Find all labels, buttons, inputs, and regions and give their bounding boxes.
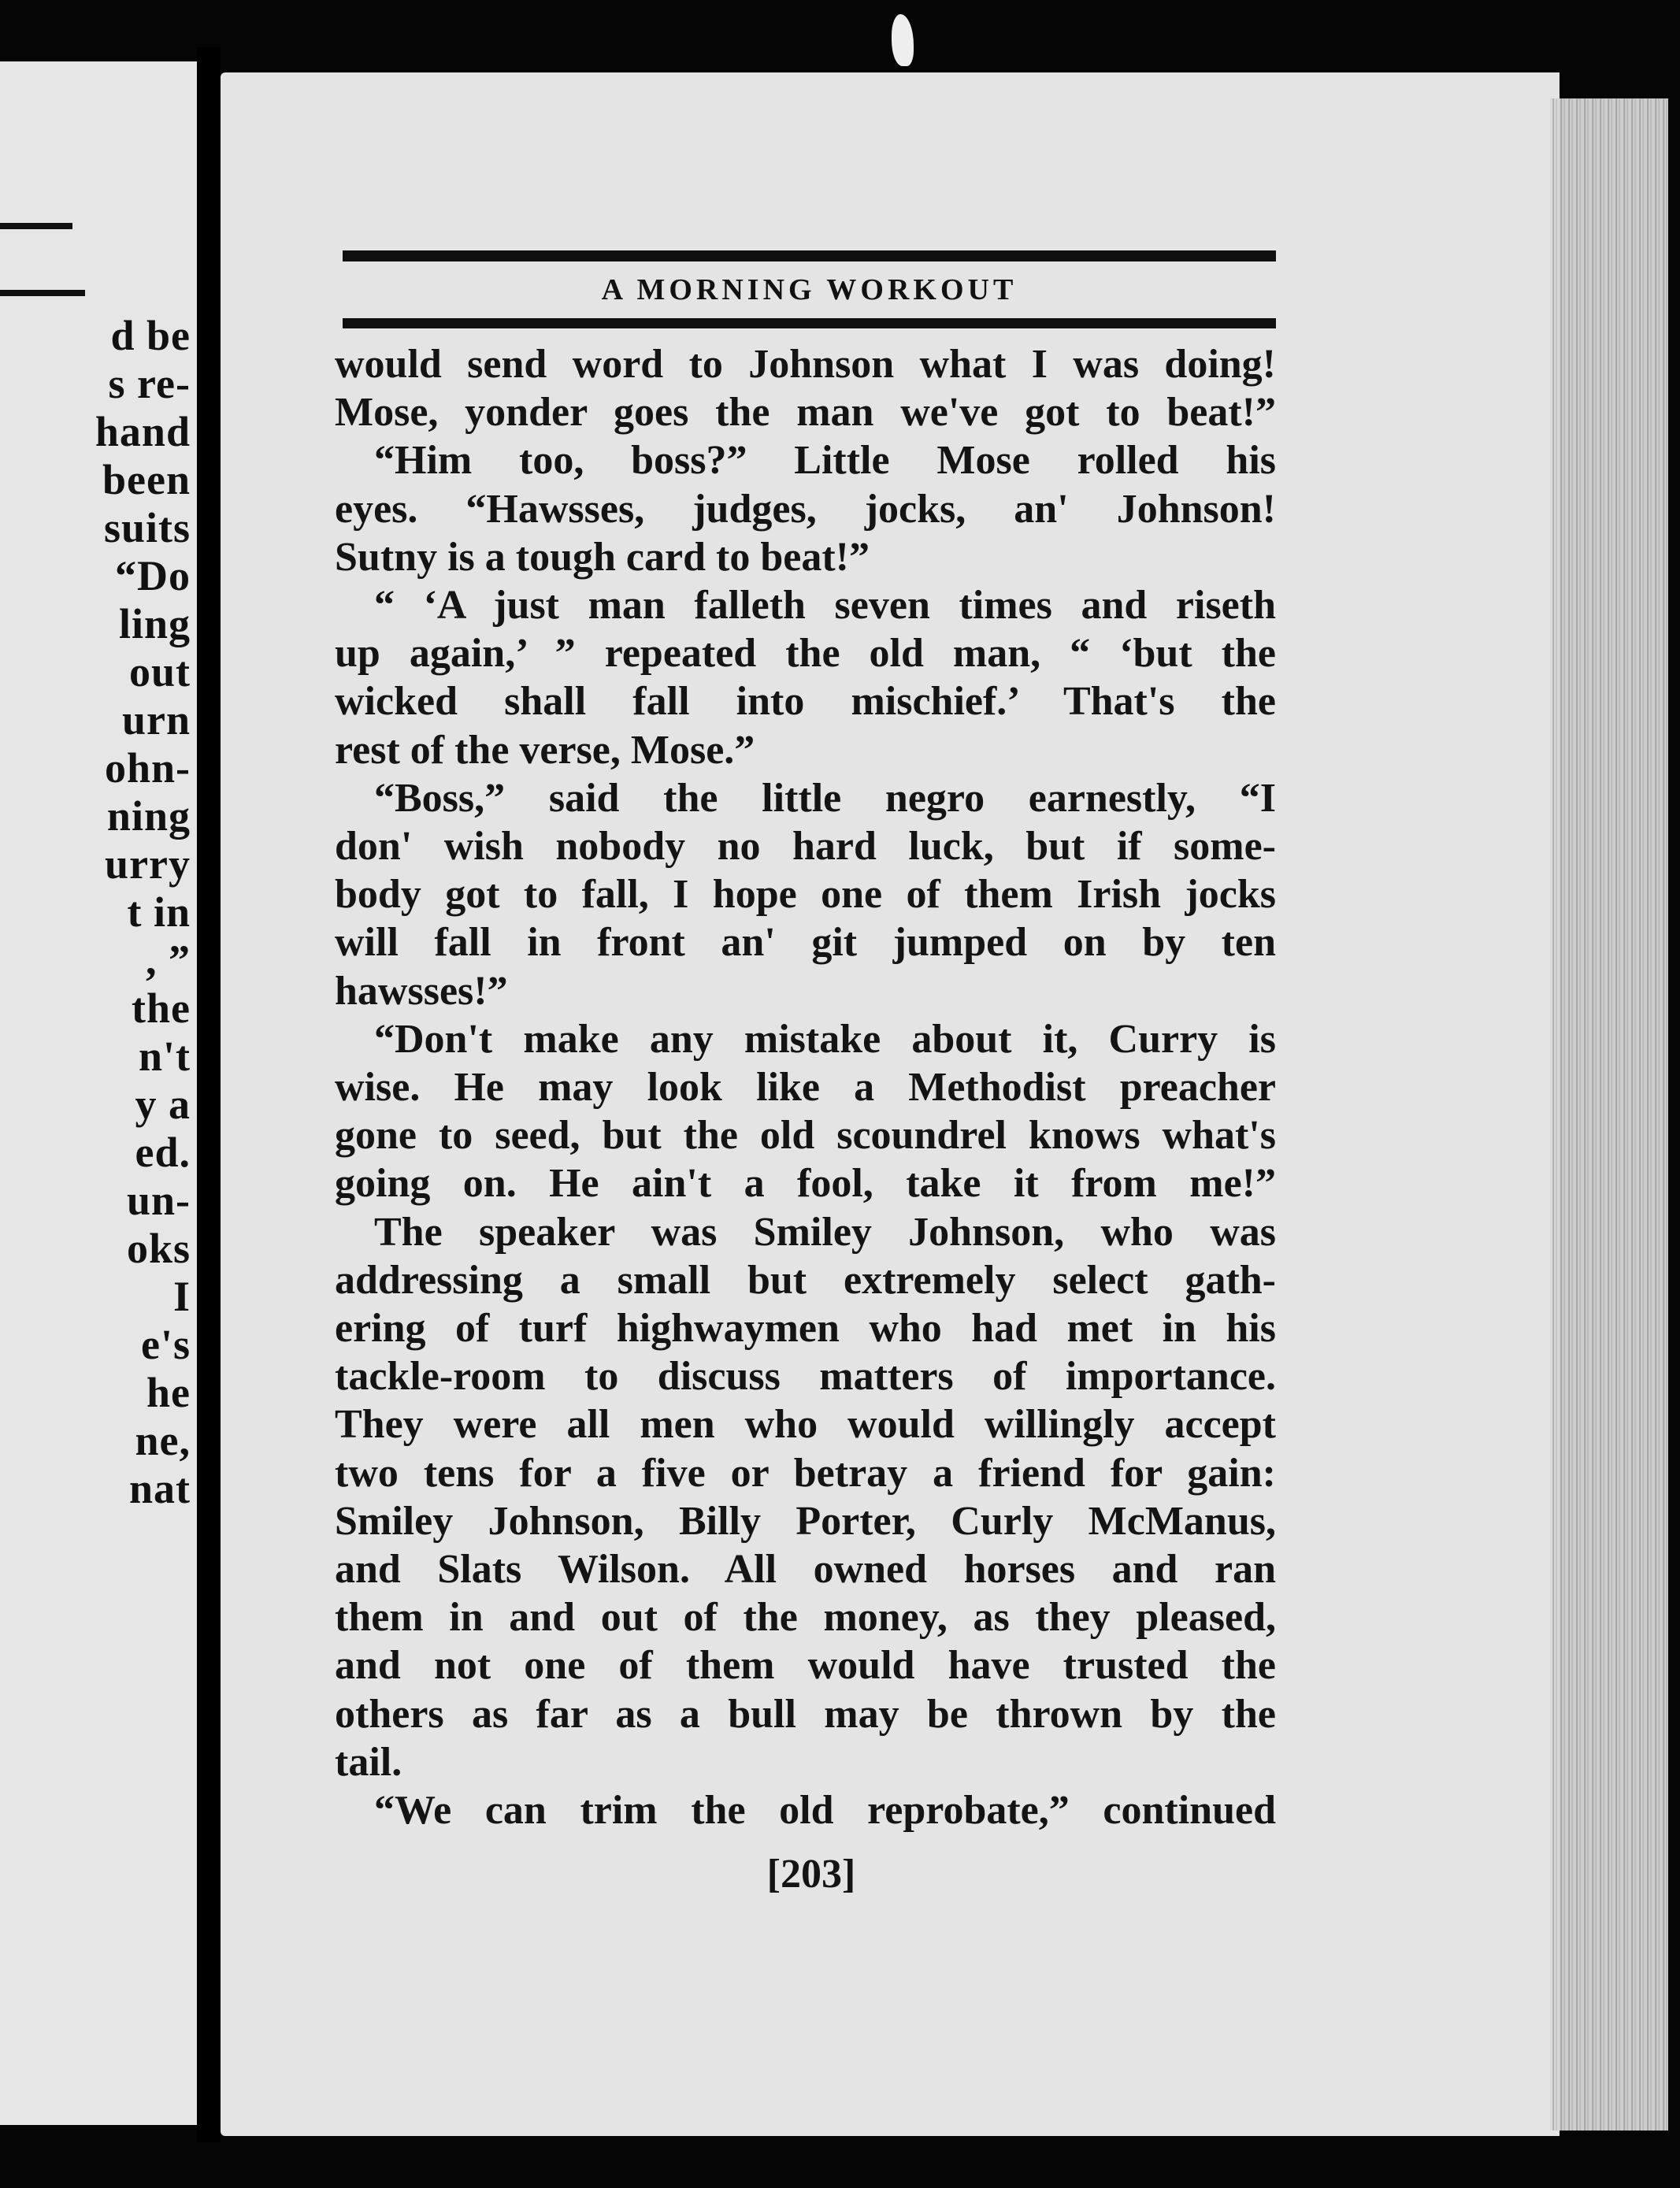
- left-line: ning: [106, 792, 191, 840]
- left-line: been: [102, 456, 191, 503]
- left-facing-page: [0, 61, 197, 2125]
- left-line: e's: [141, 1321, 191, 1368]
- text-line: The speaker was Smiley Johnson, who was: [374, 1209, 1276, 1255]
- text-line: “ ‘A just man falleth seven times and riseth: [374, 583, 1276, 629]
- text-line: They were all men who would willingly accept: [335, 1402, 1276, 1448]
- film-mark: [892, 14, 914, 66]
- text-line: two tens for a five or betray a friend for gain:: [335, 1450, 1276, 1496]
- text-line: tail.: [335, 1739, 402, 1785]
- left-line: out: [128, 648, 191, 695]
- left-page-rule: [0, 290, 85, 296]
- left-line: urry: [105, 840, 191, 888]
- left-line: s re-: [108, 360, 191, 407]
- text-line: would send word to Johnson what I was doing!: [335, 342, 1276, 387]
- left-line: hand: [95, 408, 191, 455]
- text-line: “We can trim the old reprobate,” continued: [374, 1788, 1276, 1834]
- left-line: nat: [128, 1465, 191, 1512]
- left-line: n't: [138, 1033, 191, 1080]
- text-line: and Slats Wilson. All owned horses and ran: [335, 1547, 1276, 1593]
- left-line: ling: [118, 600, 191, 647]
- text-line: body got to fall, I hope one of them Irish jocks: [335, 872, 1276, 918]
- running-head: A MORNING WORKOUT: [601, 273, 1018, 306]
- text-line: going on. He ain't a fool, take it from me!”: [335, 1161, 1276, 1207]
- book-gutter: [197, 47, 221, 2142]
- text-line: Smiley Johnson, Billy Porter, Curly McManus,: [335, 1498, 1276, 1544]
- text-line: eyes. “Hawsses, judges, jocks, an' Johnson!: [335, 486, 1276, 532]
- left-line: y a: [135, 1081, 191, 1128]
- text-line: wise. He may look like a Methodist preacher: [335, 1065, 1276, 1111]
- text-line: and not one of them would have trusted the: [335, 1643, 1276, 1689]
- text-line: tackle-room to discuss matters of importance.: [335, 1354, 1276, 1400]
- left-line: ed.: [135, 1129, 191, 1176]
- text-line: “Boss,” said the little negro earnestly, “I: [374, 775, 1276, 821]
- left-page-rule: [0, 223, 72, 229]
- left-line: “Do: [115, 552, 191, 599]
- left-line: oks: [126, 1225, 191, 1272]
- left-page-text: [95, 312, 191, 1513]
- text-line: will fall in front an' git jumped on by ten: [335, 920, 1276, 966]
- text-line: others as far as a bull may be thrown by the: [335, 1691, 1276, 1737]
- body-text: [335, 340, 1276, 1834]
- text-line: Sutny is a tough card to beat!”: [335, 534, 870, 580]
- page-number: [203]: [766, 1852, 856, 1897]
- text-line: gone to seed, but the old scoundrel knows what's: [335, 1113, 1276, 1159]
- left-line: t in: [127, 888, 191, 936]
- left-line: un-: [126, 1177, 191, 1224]
- text-line: ering of turf highwaymen who had met in his: [335, 1306, 1276, 1352]
- text-line: “Don't make any mistake about it, Curry is: [374, 1016, 1276, 1062]
- text-line: up again,’ ” repeated the old man, “ ‘but the: [335, 631, 1276, 677]
- text-line: addressing a small but extremely select gath-: [335, 1257, 1276, 1303]
- left-line: ohn-: [104, 744, 191, 792]
- left-line: he: [146, 1369, 191, 1416]
- left-line: d be: [110, 312, 191, 359]
- text-line: don' wish nobody no hard luck, but if some-: [335, 824, 1276, 870]
- text-line: them in and out of the money, as they pleased,: [335, 1595, 1276, 1641]
- text-line: hawsses!”: [335, 968, 508, 1014]
- text-line: rest of the verse, Mose.”: [335, 727, 755, 773]
- left-line: suits: [103, 504, 191, 551]
- left-line: ne,: [135, 1417, 191, 1464]
- left-line: the: [132, 985, 191, 1032]
- text-line: Mose, yonder goes the man we've got to beat!”: [335, 390, 1276, 436]
- left-line: , ”: [146, 936, 191, 984]
- left-line: I: [172, 1273, 191, 1320]
- header-rule-bottom: [343, 318, 1276, 328]
- page-edges: [1550, 98, 1668, 2131]
- text-line: wicked shall fall into mischief.’ That's the: [335, 679, 1276, 725]
- left-line: urn: [121, 696, 191, 744]
- text-line: “Him too, boss?” Little Mose rolled his: [374, 438, 1276, 484]
- header-rule-top: [343, 250, 1276, 261]
